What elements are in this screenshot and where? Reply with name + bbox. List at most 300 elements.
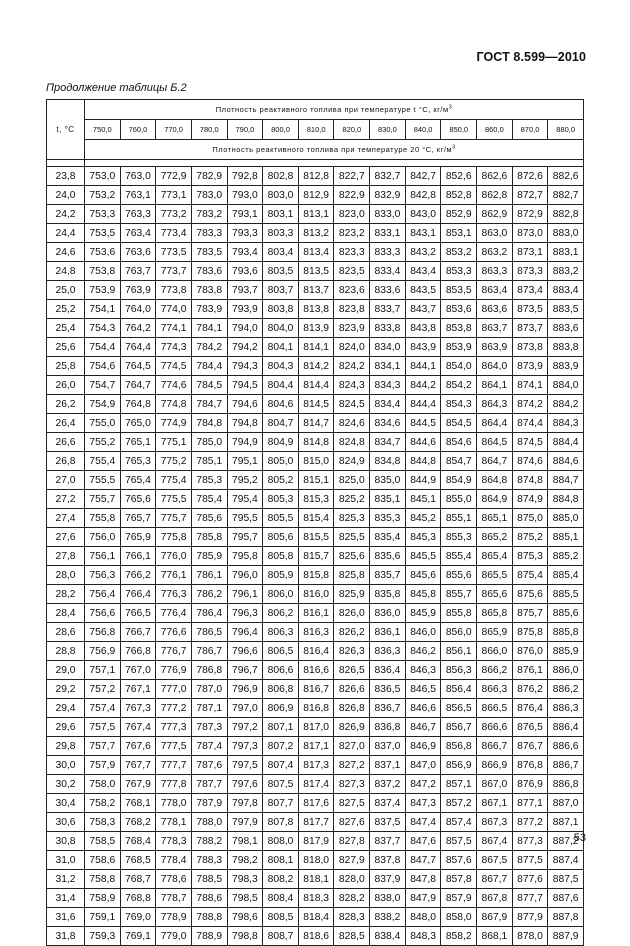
density-cell: 864,7 — [477, 452, 513, 471]
density-cell: 804,4 — [263, 376, 299, 395]
density-cell: 848,0 — [405, 908, 441, 927]
table-row — [47, 509, 584, 528]
density-cell: 812,8 — [298, 167, 334, 186]
table-row — [47, 680, 584, 699]
density-cell: 783,5 — [191, 243, 227, 262]
density-cell: 816,7 — [298, 680, 334, 699]
density-cell: 775,2 — [156, 452, 192, 471]
density-cell: 758,5 — [85, 832, 121, 851]
density-cell: 866,7 — [477, 737, 513, 756]
temperature-cell: 25,8 — [47, 357, 85, 376]
density-cell: 794,6 — [227, 395, 263, 414]
density-cell: 753,5 — [85, 224, 121, 243]
density-cell: 814,1 — [298, 338, 334, 357]
density-cell: 883,5 — [548, 300, 584, 319]
density-cell: 816,4 — [298, 642, 334, 661]
density-cell: 887,5 — [548, 870, 584, 889]
temperature-cell: 26,0 — [47, 376, 85, 395]
density-cell: 845,9 — [405, 604, 441, 623]
density-cell: 783,9 — [191, 300, 227, 319]
density-cell: 817,9 — [298, 832, 334, 851]
density-cell: 763,6 — [120, 243, 156, 262]
density-cell: 775,5 — [156, 490, 192, 509]
density-cell: 826,3 — [334, 642, 370, 661]
density-cell: 847,6 — [405, 832, 441, 851]
density-cell: 886,4 — [548, 718, 584, 737]
density-cell: 787,9 — [191, 794, 227, 813]
density-cell: 758,3 — [85, 813, 121, 832]
density-cell: 867,5 — [477, 851, 513, 870]
density-cell: 853,6 — [441, 300, 477, 319]
density-cell: 853,5 — [441, 281, 477, 300]
density-cell: 805,9 — [263, 566, 299, 585]
density-cell: 887,1 — [548, 813, 584, 832]
density-cell: 877,1 — [512, 794, 548, 813]
density-cell: 774,0 — [156, 300, 192, 319]
sub-header: Плотность реактивного топлива при температуре 20 °С, $кг/м^3$ — [85, 140, 584, 160]
density-cell: 887,4 — [548, 851, 584, 870]
density-cell: 844,4 — [405, 395, 441, 414]
density-cell: 793,9 — [227, 300, 263, 319]
column-header-density: 750,0 — [85, 120, 121, 140]
density-cell: 798,5 — [227, 889, 263, 908]
density-cell: 785,0 — [191, 433, 227, 452]
density-cell: 877,5 — [512, 851, 548, 870]
density-cell: 753,9 — [85, 281, 121, 300]
density-cell: 763,3 — [120, 205, 156, 224]
density-cell: 872,9 — [512, 205, 548, 224]
density-cell: 764,4 — [120, 338, 156, 357]
density-cell: 788,3 — [191, 851, 227, 870]
density-cell: 846,0 — [405, 623, 441, 642]
density-cell: 798,8 — [227, 927, 263, 946]
density-cell: 883,4 — [548, 281, 584, 300]
temperature-cell: 30,6 — [47, 813, 85, 832]
density-cell: 838,0 — [370, 889, 406, 908]
gap-cell — [85, 160, 584, 167]
density-cell: 812,9 — [298, 186, 334, 205]
density-cell: 785,9 — [191, 547, 227, 566]
density-cell: 787,0 — [191, 680, 227, 699]
density-cell: 788,0 — [191, 813, 227, 832]
table-row — [47, 775, 584, 794]
density-cell: 816,0 — [298, 585, 334, 604]
density-cell: 883,9 — [548, 357, 584, 376]
density-cell: 803,1 — [263, 205, 299, 224]
density-cell: 885,5 — [548, 585, 584, 604]
table-row — [47, 338, 584, 357]
density-cell: 774,1 — [156, 319, 192, 338]
density-cell: 823,0 — [334, 205, 370, 224]
density-cell: 863,4 — [477, 281, 513, 300]
density-cell: 838,4 — [370, 927, 406, 946]
density-cell: 833,3 — [370, 243, 406, 262]
density-cell: 766,5 — [120, 604, 156, 623]
density-cell: 865,6 — [477, 585, 513, 604]
density-cell: 824,3 — [334, 376, 370, 395]
density-cell: 796,3 — [227, 604, 263, 623]
temperature-cell: 24,0 — [47, 186, 85, 205]
density-cell: 793,7 — [227, 281, 263, 300]
density-cell: 778,7 — [156, 889, 192, 908]
density-cell: 787,7 — [191, 775, 227, 794]
density-cell: 796,4 — [227, 623, 263, 642]
density-cell: 882,6 — [548, 167, 584, 186]
density-cell: 854,2 — [441, 376, 477, 395]
density-cell: 845,8 — [405, 585, 441, 604]
density-cell: 773,2 — [156, 205, 192, 224]
density-cell: 865,2 — [477, 528, 513, 547]
density-cell: 813,4 — [298, 243, 334, 262]
density-cell: 837,9 — [370, 870, 406, 889]
column-header-density: 780,0 — [191, 120, 227, 140]
density-cell: 854,7 — [441, 452, 477, 471]
density-cell: 834,4 — [370, 395, 406, 414]
density-cell: 842,8 — [405, 186, 441, 205]
density-cell: 769,0 — [120, 908, 156, 927]
density-cell: 847,4 — [405, 813, 441, 832]
temperature-cell: 28,8 — [47, 642, 85, 661]
density-cell: 856,5 — [441, 699, 477, 718]
density-cell: 773,7 — [156, 262, 192, 281]
density-cell: 847,2 — [405, 775, 441, 794]
temperature-cell: 30,0 — [47, 756, 85, 775]
density-cell: 833,6 — [370, 281, 406, 300]
density-cell: 766,8 — [120, 642, 156, 661]
density-cell: 855,7 — [441, 585, 477, 604]
density-cell: 848,3 — [405, 927, 441, 946]
density-cell: 806,2 — [263, 604, 299, 623]
density-cell: 826,0 — [334, 604, 370, 623]
density-cell: 834,1 — [370, 357, 406, 376]
density-cell: 833,4 — [370, 262, 406, 281]
density-cell: 847,0 — [405, 756, 441, 775]
table-row — [47, 661, 584, 680]
density-cell: 796,6 — [227, 642, 263, 661]
table-caption: Продолжение таблицы Б.2 — [46, 82, 187, 94]
density-cell: 808,5 — [263, 908, 299, 927]
density-cell: 875,7 — [512, 604, 548, 623]
density-cell: 794,0 — [227, 319, 263, 338]
density-cell: 873,7 — [512, 319, 548, 338]
density-cell: 777,3 — [156, 718, 192, 737]
density-cell: 803,8 — [263, 300, 299, 319]
density-cell: 866,2 — [477, 661, 513, 680]
density-cell: 816,8 — [298, 699, 334, 718]
density-cell: 774,9 — [156, 414, 192, 433]
density-cell: 795,2 — [227, 471, 263, 490]
density-cell: 867,1 — [477, 794, 513, 813]
density-cell: 855,1 — [441, 509, 477, 528]
density-cell: 867,4 — [477, 832, 513, 851]
density-cell: 754,4 — [85, 338, 121, 357]
temperature-cell: 24,2 — [47, 205, 85, 224]
density-cell: 835,8 — [370, 585, 406, 604]
density-cell: 794,5 — [227, 376, 263, 395]
density-cell: 817,4 — [298, 775, 334, 794]
density-cell: 874,2 — [512, 395, 548, 414]
density-cell: 774,3 — [156, 338, 192, 357]
density-cell: 867,8 — [477, 889, 513, 908]
density-cell: 783,0 — [191, 186, 227, 205]
density-cell: 844,5 — [405, 414, 441, 433]
density-cell: 794,9 — [227, 433, 263, 452]
density-cell: 854,9 — [441, 471, 477, 490]
density-cell: 864,1 — [477, 376, 513, 395]
temperature-cell: 27,4 — [47, 509, 85, 528]
temperature-cell: 25,0 — [47, 281, 85, 300]
density-cell: 854,5 — [441, 414, 477, 433]
temperature-cell: 31,4 — [47, 889, 85, 908]
density-cell: 767,4 — [120, 718, 156, 737]
density-cell: 864,4 — [477, 414, 513, 433]
density-cell: 764,7 — [120, 376, 156, 395]
density-cell: 852,9 — [441, 205, 477, 224]
density-cell: 877,9 — [512, 908, 548, 927]
density-cell: 836,0 — [370, 604, 406, 623]
density-cell: 776,0 — [156, 547, 192, 566]
table-row — [47, 889, 584, 908]
density-cell: 837,7 — [370, 832, 406, 851]
density-cell: 847,3 — [405, 794, 441, 813]
density-cell: 854,0 — [441, 357, 477, 376]
density-cell: 874,1 — [512, 376, 548, 395]
density-cell: 825,3 — [334, 509, 370, 528]
density-cell: 855,0 — [441, 490, 477, 509]
density-cell: 796,1 — [227, 585, 263, 604]
density-cell: 884,7 — [548, 471, 584, 490]
density-cell: 779,0 — [156, 927, 192, 946]
density-cell: 865,5 — [477, 566, 513, 585]
density-cell: 757,9 — [85, 756, 121, 775]
density-cell: 795,4 — [227, 490, 263, 509]
temperature-cell: 26,8 — [47, 452, 85, 471]
density-cell: 823,8 — [334, 300, 370, 319]
page-number: 53 — [573, 832, 586, 844]
density-cell: 856,1 — [441, 642, 477, 661]
density-cell: 758,2 — [85, 794, 121, 813]
table-row — [47, 262, 584, 281]
density-cell: 813,2 — [298, 224, 334, 243]
density-cell: 883,1 — [548, 243, 584, 262]
table-row — [47, 395, 584, 414]
column-header-density: 760,0 — [120, 120, 156, 140]
temperature-cell: 26,6 — [47, 433, 85, 452]
density-cell: 805,8 — [263, 547, 299, 566]
density-cell: 818,4 — [298, 908, 334, 927]
density-cell: 835,7 — [370, 566, 406, 585]
density-cell: 758,8 — [85, 870, 121, 889]
density-cell: 804,1 — [263, 338, 299, 357]
density-cell: 826,9 — [334, 718, 370, 737]
table-row — [47, 186, 584, 205]
density-cell: 846,2 — [405, 642, 441, 661]
table-row — [47, 604, 584, 623]
column-header-density: 820,0 — [334, 120, 370, 140]
table-row — [47, 414, 584, 433]
column-header-density: 830,0 — [370, 120, 406, 140]
density-cell: 823,9 — [334, 319, 370, 338]
density-cell: 804,0 — [263, 319, 299, 338]
density-cell: 808,7 — [263, 927, 299, 946]
density-cell: 876,2 — [512, 680, 548, 699]
density-cell: 857,6 — [441, 851, 477, 870]
density-cell: 769,1 — [120, 927, 156, 946]
density-cell: 788,9 — [191, 927, 227, 946]
density-cell: 887,8 — [548, 908, 584, 927]
density-cell: 816,6 — [298, 661, 334, 680]
density-cell: 836,7 — [370, 699, 406, 718]
density-cell: 823,5 — [334, 262, 370, 281]
density-cell: 865,1 — [477, 509, 513, 528]
density-cell: 864,0 — [477, 357, 513, 376]
density-cell: 867,7 — [477, 870, 513, 889]
density-cell: 884,8 — [548, 490, 584, 509]
density-cell: 763,4 — [120, 224, 156, 243]
density-cell: 825,5 — [334, 528, 370, 547]
density-cell: 805,2 — [263, 471, 299, 490]
top-header: Плотность реактивного топлива при температуре t °С, $кг/м^3$ — [85, 100, 584, 120]
density-cell: 773,4 — [156, 224, 192, 243]
density-cell: 793,4 — [227, 243, 263, 262]
density-cell: 796,9 — [227, 680, 263, 699]
density-cell: 845,1 — [405, 490, 441, 509]
density-cell: 834,6 — [370, 414, 406, 433]
gap-row — [47, 160, 584, 167]
density-cell: 765,0 — [120, 414, 156, 433]
temperature-cell: 28,0 — [47, 566, 85, 585]
density-cell: 885,4 — [548, 566, 584, 585]
density-cell: 768,8 — [120, 889, 156, 908]
table-row — [47, 376, 584, 395]
density-cell: 775,4 — [156, 471, 192, 490]
density-cell: 885,9 — [548, 642, 584, 661]
temperature-cell: 31,2 — [47, 870, 85, 889]
density-cell: 777,7 — [156, 756, 192, 775]
density-cell: 787,6 — [191, 756, 227, 775]
density-cell: 807,7 — [263, 794, 299, 813]
density-cell: 873,8 — [512, 338, 548, 357]
density-cell: 867,3 — [477, 813, 513, 832]
density-cell: 846,7 — [405, 718, 441, 737]
density-cell: 756,6 — [85, 604, 121, 623]
density-cell: 886,3 — [548, 699, 584, 718]
density-cell: 783,6 — [191, 262, 227, 281]
density-cell: 774,5 — [156, 357, 192, 376]
density-cell: 813,7 — [298, 281, 334, 300]
density-cell: 806,3 — [263, 623, 299, 642]
density-cell: 757,7 — [85, 737, 121, 756]
density-cell: 863,0 — [477, 224, 513, 243]
density-cell: 853,1 — [441, 224, 477, 243]
density-cell: 756,0 — [85, 528, 121, 547]
density-cell: 773,8 — [156, 281, 192, 300]
density-cell: 868,1 — [477, 927, 513, 946]
density-cell: 836,1 — [370, 623, 406, 642]
density-cell: 875,8 — [512, 623, 548, 642]
density-cell: 884,6 — [548, 452, 584, 471]
density-cell: 817,3 — [298, 756, 334, 775]
temperature-cell: 26,4 — [47, 414, 85, 433]
density-cell: 828,5 — [334, 927, 370, 946]
table-row — [47, 433, 584, 452]
density-cell: 875,6 — [512, 585, 548, 604]
density-cell: 753,6 — [85, 243, 121, 262]
density-cell: 753,8 — [85, 262, 121, 281]
density-cell: 815,3 — [298, 490, 334, 509]
density-cell: 824,0 — [334, 338, 370, 357]
density-cell: 847,9 — [405, 889, 441, 908]
density-cell: 757,5 — [85, 718, 121, 737]
density-cell: 844,6 — [405, 433, 441, 452]
density-cell: 815,7 — [298, 547, 334, 566]
density-cell: 808,0 — [263, 832, 299, 851]
density-cell: 873,1 — [512, 243, 548, 262]
density-cell: 837,5 — [370, 813, 406, 832]
temperature-cell: 24,8 — [47, 262, 85, 281]
density-cell: 855,6 — [441, 566, 477, 585]
density-cell: 834,3 — [370, 376, 406, 395]
density-cell: 844,2 — [405, 376, 441, 395]
density-cell: 885,6 — [548, 604, 584, 623]
density-cell: 814,8 — [298, 433, 334, 452]
density-cell: 815,5 — [298, 528, 334, 547]
temperature-cell: 30,4 — [47, 794, 85, 813]
density-cell: 826,2 — [334, 623, 370, 642]
density-cell: 785,6 — [191, 509, 227, 528]
density-cell: 798,1 — [227, 832, 263, 851]
density-cell: 806,6 — [263, 661, 299, 680]
density-cell: 825,0 — [334, 471, 370, 490]
table-row — [47, 300, 584, 319]
density-cell: 853,2 — [441, 243, 477, 262]
density-cell: 832,7 — [370, 167, 406, 186]
density-cell: 846,9 — [405, 737, 441, 756]
density-cell: 765,9 — [120, 528, 156, 547]
density-cell: 846,5 — [405, 680, 441, 699]
density-cell: 885,0 — [548, 509, 584, 528]
table-row — [47, 585, 584, 604]
density-cell: 877,3 — [512, 832, 548, 851]
density-cell: 758,0 — [85, 775, 121, 794]
density-cell: 836,8 — [370, 718, 406, 737]
density-cell: 833,7 — [370, 300, 406, 319]
density-cell: 765,7 — [120, 509, 156, 528]
column-header-density: 880,0 — [548, 120, 584, 140]
density-cell: 755,5 — [85, 471, 121, 490]
density-cell: 826,8 — [334, 699, 370, 718]
table-row — [47, 471, 584, 490]
table-row — [47, 737, 584, 756]
density-cell: 862,9 — [477, 205, 513, 224]
density-cell: 796,0 — [227, 566, 263, 585]
density-cell: 878,0 — [512, 927, 548, 946]
density-cell: 817,7 — [298, 813, 334, 832]
temperature-cell: 30,2 — [47, 775, 85, 794]
density-cell: 825,8 — [334, 566, 370, 585]
density-cell: 777,8 — [156, 775, 192, 794]
density-cell: 846,6 — [405, 699, 441, 718]
density-cell: 873,3 — [512, 262, 548, 281]
density-cell: 785,3 — [191, 471, 227, 490]
column-header-density: 870,0 — [512, 120, 548, 140]
density-cell: 754,6 — [85, 357, 121, 376]
density-cell: 784,4 — [191, 357, 227, 376]
density-cell: 856,9 — [441, 756, 477, 775]
density-cell: 796,7 — [227, 661, 263, 680]
density-cell: 865,8 — [477, 604, 513, 623]
gap-cell — [47, 160, 85, 167]
